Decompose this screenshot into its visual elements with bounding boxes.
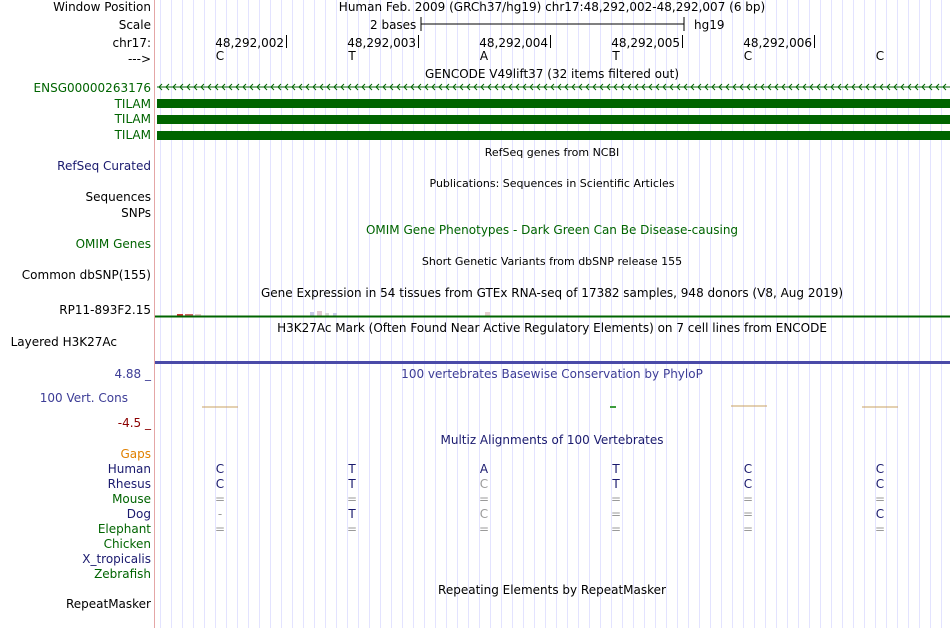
alignment-base: =: [610, 522, 622, 536]
genome-browser-image[interactable]: [155, 0, 950, 628]
multiz-track-title: Multiz Alignments of 100 Vertebrates: [440, 433, 664, 447]
transcript-bar-3[interactable]: [157, 131, 950, 140]
species-label[interactable]: Rhesus: [107, 477, 151, 491]
coordinate-label: 48,292,006: [743, 36, 812, 50]
alignment-base: C: [479, 477, 489, 491]
alignment-base: T: [612, 462, 620, 476]
transcript-label-1[interactable]: TILAM: [114, 97, 151, 111]
alignment-base: C: [875, 477, 885, 491]
alignment-base: =: [742, 507, 754, 521]
transcript-bar-2[interactable]: [157, 115, 950, 124]
refseq-track-title: RefSeq genes from NCBI: [484, 146, 620, 159]
alignment-base: =: [346, 522, 358, 536]
track-label-column: [0, 0, 153, 628]
coordinate-label: 48,292,004: [479, 36, 548, 50]
species-label[interactable]: Chicken: [103, 537, 151, 551]
repeatmasker-track-title: Repeating Elements by RepeatMasker: [438, 583, 666, 597]
coordinate-tick: [814, 35, 815, 48]
alignment-base: -: [217, 507, 223, 521]
scale-label: Scale: [118, 18, 151, 32]
alignment-base: A: [479, 462, 489, 476]
reference-base: C: [743, 49, 753, 63]
gtex-expression-bars[interactable]: [155, 306, 950, 320]
omim-track-label[interactable]: OMIM Genes: [75, 237, 151, 251]
coordinate-label: 48,292,003: [347, 36, 416, 50]
alignment-base: C: [479, 507, 489, 521]
coordinate-label: 48,292,002: [215, 36, 284, 50]
reference-base: A: [479, 49, 489, 63]
repeatmasker-track-label[interactable]: RepeatMasker: [65, 597, 151, 611]
alignment-base: =: [874, 492, 886, 506]
snps-track-label[interactable]: SNPs: [121, 206, 151, 220]
publications-track-title: Publications: Sequences in Scientific Articles: [429, 177, 675, 190]
coordinate-tick: [550, 35, 551, 48]
window-position-text: Human Feb. 2009 (GRCh37/hg19) chr17:48,292,002-48,292,007 (6 bp): [338, 0, 766, 14]
reference-base: C: [875, 49, 885, 63]
refseq-track-label[interactable]: RefSeq Curated: [57, 159, 151, 173]
phylop-max-label: 4.88 _: [114, 367, 151, 381]
chrom-label: chr17:: [112, 36, 151, 50]
transcript-label-3[interactable]: TILAM: [114, 128, 151, 142]
species-label[interactable]: Human: [107, 462, 151, 476]
alignment-base: =: [742, 522, 754, 536]
strand-label: --->: [127, 52, 151, 66]
alignment-base: C: [215, 462, 225, 476]
alignment-base: =: [214, 492, 226, 506]
gencode-gene-label[interactable]: ENSG00000263176: [33, 81, 151, 95]
alignment-base: =: [346, 492, 358, 506]
alignment-base: C: [215, 477, 225, 491]
alignment-base: T: [348, 462, 356, 476]
gtex-track-title: Gene Expression in 54 tissues from GTEx RNA-seq of 17382 samples, 948 donors (V8, Aug 2019): [260, 286, 844, 300]
alignment-base: C: [743, 462, 753, 476]
phylop-track-title: 100 vertebrates Basewise Conservation by PhyloP: [401, 367, 703, 381]
species-label[interactable]: Zebrafish: [94, 567, 151, 581]
reference-base: C: [215, 49, 225, 63]
dbsnp-track-title: Short Genetic Variants from dbSNP release 155: [421, 255, 683, 268]
coordinate-label: 48,292,005: [611, 36, 680, 50]
species-label[interactable]: X_tropicalis: [82, 552, 151, 566]
coordinate-tick: [286, 35, 287, 48]
species-label[interactable]: Elephant: [97, 522, 151, 536]
h3k27ac-track-label[interactable]: Layered H3K27Ac: [10, 335, 117, 349]
scale-text: 2 bases: [370, 18, 417, 32]
gencode-track-title: GENCODE V49lift37 (32 items filtered out): [424, 67, 680, 81]
dbsnp-track-label[interactable]: Common dbSNP(155): [21, 268, 151, 282]
gencode-gene-track[interactable]: [157, 82, 950, 92]
alignment-base: T: [612, 477, 620, 491]
alignment-base: =: [742, 492, 754, 506]
alignment-base: C: [875, 462, 885, 476]
coordinate-tick: [418, 35, 419, 48]
h3k27ac-track-title: H3K27Ac Mark (Often Found Near Active Regulatory Elements) on 7 cell lines from ENCODE: [277, 321, 827, 335]
transcript-label-2[interactable]: TILAM: [114, 112, 151, 126]
species-label[interactable]: Dog: [126, 507, 151, 521]
coordinate-tick: [682, 35, 683, 48]
alignment-base: =: [874, 522, 886, 536]
alignment-base: T: [348, 477, 356, 491]
alignment-base: =: [478, 492, 490, 506]
alignment-base: C: [875, 507, 885, 521]
alignment-base: =: [610, 492, 622, 506]
phylop-track-label[interactable]: 100 Vert. Cons: [39, 391, 128, 405]
h3k27ac-signal[interactable]: [155, 361, 950, 364]
gtex-track-label[interactable]: RP11-893F2.15: [59, 303, 151, 317]
phylop-min-label: -4.5 _: [117, 416, 151, 430]
species-label[interactable]: Mouse: [112, 492, 151, 506]
scale-bar: [420, 16, 688, 32]
alignment-base: =: [214, 522, 226, 536]
reference-base: T: [348, 49, 356, 63]
transcript-bar-1[interactable]: [157, 99, 950, 108]
assembly-label: hg19: [694, 18, 725, 32]
alignment-base: =: [478, 522, 490, 536]
reference-base: T: [612, 49, 620, 63]
publications-track-label[interactable]: Sequences: [85, 190, 151, 204]
alignment-base: C: [743, 477, 753, 491]
omim-track-title: OMIM Gene Phenotypes - Dark Green Can Be Disease-causing: [365, 223, 739, 237]
alignment-base: =: [610, 507, 622, 521]
phylop-signal[interactable]: [155, 402, 950, 412]
window-position-label: Window Position: [53, 0, 151, 14]
gaps-label: Gaps: [120, 447, 151, 461]
alignment-base: T: [348, 507, 356, 521]
